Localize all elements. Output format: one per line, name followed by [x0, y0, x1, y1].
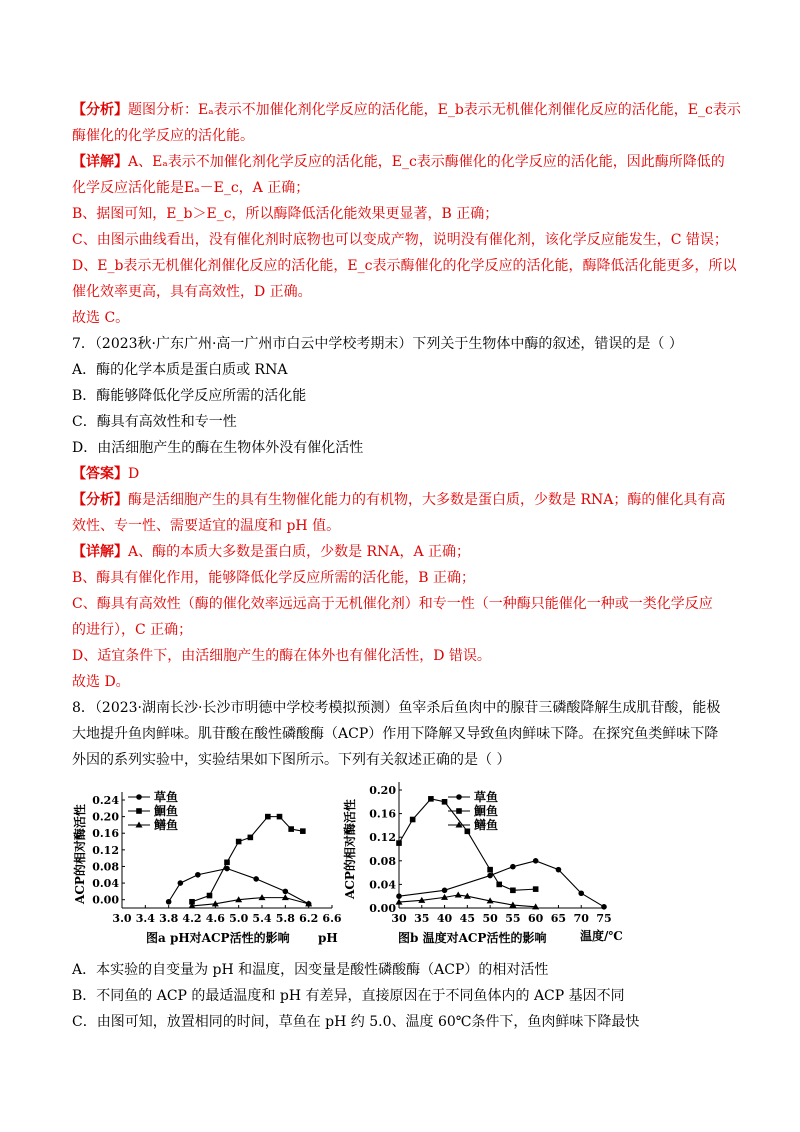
q7-choice: 故选 D。: [72, 674, 130, 690]
x-tick-label: 6.2: [299, 912, 319, 925]
data-point: [253, 876, 259, 882]
q7-detail-text: A、酶的本质大多数是蛋白质，少数是 RNA，A 正确；: [128, 544, 471, 560]
x-axis-label: 温度/℃: [580, 929, 623, 943]
y-tick-label: 0.08: [92, 860, 119, 874]
x-tick-label: 5.8: [275, 912, 295, 925]
data-point: [277, 814, 283, 820]
x-tick-label: 55: [505, 912, 521, 925]
q8-option-b: B．不同鱼的 ACP 的最适温度和 pH 有差异，直接原因在于不同鱼体内的 ACP 基因不同: [72, 988, 625, 1004]
y-tick-label: 0.16: [369, 807, 396, 821]
q8-stem-line3: 外因的系列实验中，实验结果如下图所示。下列有关叙述正确的是（ ）: [72, 752, 511, 768]
data-point: [578, 890, 584, 896]
data-point: [510, 864, 516, 870]
q7-stem: 7．（2023秋·广东广州·高一广州市白云中学校考期末）下列关于生物体中酶的叙述，错误的是（ ）: [72, 336, 683, 352]
data-point: [442, 799, 448, 805]
q7-option-d: D．由活细胞产生的酶在生物体外没有催化活性: [72, 440, 364, 456]
legend-label: 鳝鱼: [154, 818, 179, 832]
analysis-tag: 【分析】: [72, 102, 128, 118]
x-tick-label: 30: [391, 912, 407, 925]
data-point: [178, 880, 184, 886]
q7-detail-line5: D、适宜条件下，由活细胞产生的酶在体外也有催化活性，D 错误。: [72, 648, 491, 664]
x-tick-label: 40: [436, 912, 453, 925]
q8-stem-line1: 8．（2023·湖南长沙·长沙市明德中学校考模拟预测）鱼宰杀后鱼肉中的腺苷三磷酸降解生成肌苷酸，能极: [72, 700, 721, 716]
y-tick-label: 0.24: [92, 794, 119, 807]
data-point: [455, 892, 462, 898]
x-tick-label: 5.0: [229, 912, 249, 925]
data-point: [396, 840, 402, 846]
x-tick-label: 3.0: [112, 912, 132, 925]
x-tick-label: 3.4: [135, 912, 155, 925]
q6-analysis-line2: 酶催化的化学反应的活化能。: [72, 128, 254, 144]
data-point: [428, 796, 434, 802]
y-tick-label: 0.12: [92, 843, 119, 857]
analysis-tag: 【分析】: [72, 492, 128, 508]
legend-marker: [456, 808, 462, 814]
x-tick-label: 6.6: [322, 912, 342, 925]
chart-caption: 图b 温度对ACP活性的影响: [398, 931, 547, 945]
answer-tag: 【答案】: [72, 466, 128, 482]
data-point: [207, 893, 213, 899]
y-tick-label: 0.12: [369, 831, 396, 845]
detail-tag: 【详解】: [72, 154, 128, 170]
data-point: [166, 899, 172, 905]
q6-detail-line2: 化学反应活化能是Eₐ－E_c，A 正确；: [72, 180, 310, 196]
x-tick-label: 3.8: [159, 912, 179, 925]
x-tick-label: 5.4: [252, 912, 272, 925]
y-tick-label: 0.20: [369, 784, 396, 797]
q7-analysis-line2: 效性、专一性、需要适宜的温度和 pH 值。: [72, 518, 341, 534]
q8-option-c: C．由图可知，放置相同的时间，草鱼在 pH 约 5.0、温度 60℃条件下，鱼肉鲜味下降最快: [72, 1014, 640, 1030]
y-axis-label: ACP的相对酶活性: [343, 799, 357, 899]
x-tick-label: 65: [550, 912, 567, 925]
legend-label: 草鱼: [474, 790, 499, 804]
detail-tag: 【详解】: [72, 544, 128, 560]
q7-detail-line3: C、酶具有高效性（酶的催化效率远远高于无机催化剂）和专一性（一种酶只能催化一种或一类化学反应: [72, 596, 713, 612]
data-point: [288, 826, 294, 832]
y-tick-label: 0.04: [369, 878, 396, 892]
x-tick-label: 70: [573, 912, 589, 925]
data-point: [601, 904, 607, 910]
x-tick-label: 35: [414, 912, 430, 925]
data-point: [236, 839, 242, 845]
y-tick-label: 0.08: [369, 854, 396, 868]
x-tick-label: 4.2: [182, 912, 202, 925]
y-tick-label: 0.20: [92, 810, 119, 824]
q6-choice: 故选 C。: [72, 310, 130, 326]
q6-detail-line5: D、E_b表示无机催化剂催化反应的活化能，E_c表示酶催化的化学反应的活化能，酶降低活化能更多，所以: [72, 258, 737, 274]
x-axis-label: pH: [318, 931, 338, 945]
data-point: [465, 829, 471, 835]
data-point: [248, 835, 254, 841]
q7-option-a: A．酶的化学本质是蛋白质或 RNA: [72, 362, 288, 378]
answer-value: D: [128, 466, 140, 482]
q8-option-a: A．本实验的自变量为 pH 和温度，因变量是酸性磷酸酶（ACP）的相对活性: [72, 962, 549, 978]
q7-option-c: C．酶具有高效性和专一性: [72, 414, 237, 430]
legend-marker: [136, 808, 142, 814]
x-tick-label: 75: [596, 912, 612, 925]
y-tick-label: 0.16: [92, 827, 119, 841]
q6-analysis-text: 题图分析：Eₐ表示不加催化剂化学反应的活化能，E_b表示无机催化剂催化反应的活化能，E_c表示: [128, 102, 741, 118]
x-tick-label: 45: [459, 912, 475, 925]
y-tick-label: 0.04: [92, 877, 119, 891]
series-line: [399, 799, 536, 890]
chart-a: [72, 789, 342, 945]
q7-analysis-text: 酶是活细胞产生的具有生物催化能力的有机物，大多数是蛋白质，少数是 RNA；酶的催化具有高: [128, 492, 726, 508]
data-point: [442, 888, 448, 894]
q7-detail-line4: 的进行），C 正确；: [72, 622, 193, 638]
data-point: [224, 860, 230, 866]
legend-label: 鮰鱼: [474, 804, 499, 818]
data-point: [487, 867, 493, 873]
data-point: [396, 893, 402, 899]
data-point: [410, 817, 416, 823]
q6-detail-line4: C、由图示曲线看出，没有催化剂时底物也可以变成产物，说明没有催化剂，该化学反应能发生，C 错误；: [72, 232, 728, 248]
chart-caption: 图a pH对ACP活性的影响: [146, 931, 290, 945]
data-point: [195, 872, 201, 878]
data-point: [510, 888, 516, 894]
data-point: [533, 858, 539, 864]
q6-detail-text: A、Eₐ表示不加催化剂化学反应的活化能，E_c表示酶催化的化学反应的活化能，因此酶所降低的: [128, 154, 725, 170]
legend-label: 鮰鱼: [154, 804, 179, 818]
q7-detail-line2: B、酶具有催化作用，能够降低化学反应所需的活化能，B 正确；: [72, 570, 476, 586]
series-line: [192, 898, 309, 906]
y-axis-label: ACP的相对酶活性: [73, 804, 87, 904]
x-tick-label: 60: [528, 912, 544, 925]
data-point: [533, 886, 539, 892]
x-tick-label: 50: [482, 912, 498, 925]
q7-option-b: B．酶能够降低化学反应所需的活化能: [72, 388, 307, 404]
legend-label: 草鱼: [154, 790, 179, 804]
q8-stem-line2: 大地提升鱼肉鲜味。肌苷酸在酸性磷酸酶（ACP）作用下降解又导致鱼肉鲜味下降。在探究鱼类鲜味下降: [72, 726, 719, 742]
chart-b: [342, 782, 623, 945]
q6-detail-line6: 催化效率更高，具有高效性，D 正确。: [72, 284, 312, 300]
data-point: [283, 889, 289, 895]
q6-detail-line3: B、据图可知，E_b＞E_c，所以酶降低活化能效果更显著，B 正确；: [72, 206, 499, 222]
data-point: [265, 814, 271, 820]
legend-marker: [136, 794, 142, 800]
legend-marker: [456, 794, 462, 800]
legend-label: 鳝鱼: [474, 818, 499, 832]
y-tick-label: 0.00: [369, 902, 396, 915]
x-tick-label: 4.6: [205, 912, 225, 925]
data-point: [496, 882, 502, 888]
data-point: [556, 867, 562, 873]
y-tick-label: 0.00: [92, 893, 119, 907]
data-point: [300, 828, 306, 834]
